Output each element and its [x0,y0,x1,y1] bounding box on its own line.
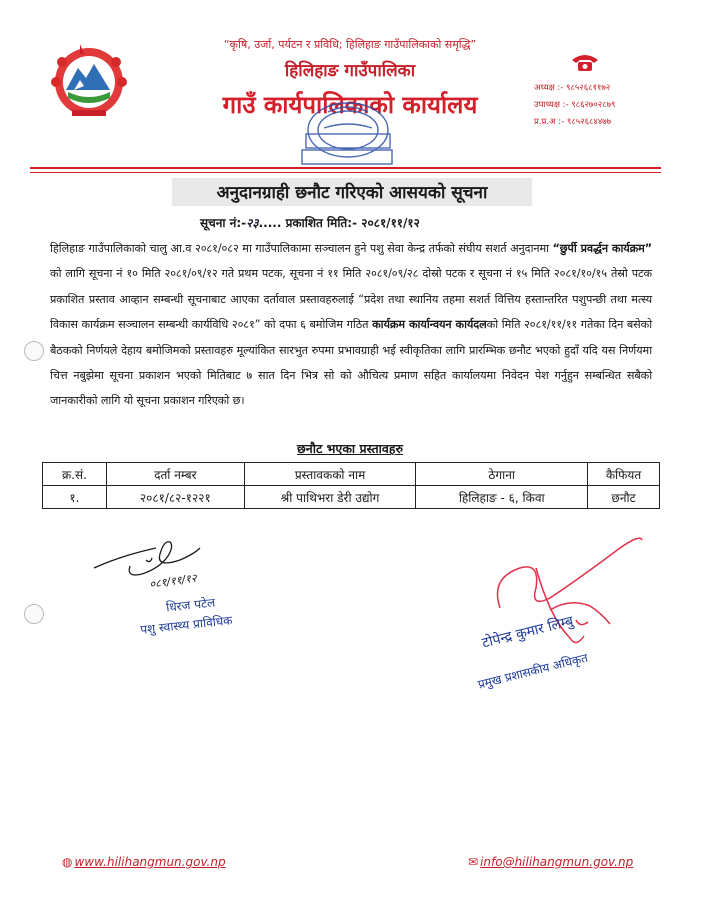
body-part: को मिति २०८१/११/११ गतेका दिन बसेको बैठकको निर्णयले देहाय बमोजिमको प्रस्तावहरु मूल्यांकित सारभुत रुपमा प्रभावग्राही भई स्वीकृतिका लागि प्रारम्भिक छनौट भएको हुदाँ यदि यस निर्णयमा चित्त नबुझेमा सूचना प्रकाशन भएको मितिबाट ७ सात दिन भित्र सो को औचित्य प्रमाण सहित कार्यालयमा निवेदन पेश गर्नुहुन सम्बन्धित सबैको जानकारीको लागि यो सूचना प्रकाशन गरिएको छ। [50,318,653,408]
header-divider-thin [30,172,661,173]
cell-proposer-name: श्री पाथिभरा डेरी उद्योग [244,486,416,509]
body-part: को लागि सूचना नं १० मिति २०८१/०९/१२ गते प्रथम पटक, सूचना नं ११ मिति २०८१/०९/२८ दोस्रो पटक र सूचना नं १५ मिति २०८१/१०/१५ तेस्रो पटक प्रकाशित प्रस्ताव आव्हान सम्बन्धी सूचनाबाट आएका दर्तावाल प्रस्तावहरुलाई “प्रदेश तथा स्थानिय तहमा सशर्त वित्तिय हस्तान्तरित पशुपन्छी तथा मत्स्य विकास कार्यक्रम सञ्चालन सम्बन्धी कार्यविधि २०८१” को दफा ६ बमोजिम गठित [50,267,652,332]
col-registration-number: दर्ता नम्बर [106,463,244,486]
footer-website-text: www.hilihangmun.gov.np [74,855,226,869]
body-part-bold: “छुर्पी प्रवर्द्धन कार्यक्रम” [552,242,652,255]
notice-title: अनुदानग्राही छनौट गरिएको आसयको सूचना [216,183,488,203]
contact-cao: प्र.प्र.अ :- ९८५२६८४४७७ [534,117,612,127]
col-proposer-name: प्रस्तावककाे नाम [244,463,416,486]
selected-proposals-table [42,462,660,509]
contact-list [534,80,615,131]
office-name: हिलिहाङ गाउँपालिका [284,61,416,81]
body-part: हिलिहाङ गाउँपालिकाको चालु आ.व २०८१/०८२ मा गाउँपालिकामा सञ्चालन हुने पशु सेवा केन्द्र तर्फको संघीय सशर्त अनुदानमा [50,242,553,255]
cell-address: हिलिहाङ - ६, किवा [416,486,588,509]
header-divider [30,167,661,169]
table-header-row [43,463,660,486]
col-serial: क्र.सं. [43,463,107,486]
nepal-emblem-icon [44,40,134,120]
cell-remarks: छनौट [588,486,660,509]
notice-body [50,236,652,414]
notice-date: प्रकाशित मिति:- २०८१/११/१२ [285,216,420,230]
signatory-right-name: टोपेन्द्र कुमार लिम्बु [480,613,576,652]
office-stamp [288,100,408,172]
notice-meta [200,214,420,231]
telephone-icon [570,52,600,72]
cell-serial: १. [43,486,107,509]
slogan: “कृषि, उर्जा, पर्यटन र प्रविधि; हिलिहाङ गाउँपालिकाको समृद्धि” [223,38,477,51]
signature-left-date: ०८१/११/१२ [148,571,198,591]
envelope-icon: ✉ [468,855,479,869]
office-title: गाउँ कार्यपालिकाको कार्यालय [222,91,478,119]
punch-hole [24,604,44,624]
cell-registration-number: २०८१/८२-१२२१ [106,486,244,509]
table-row [43,486,660,509]
table-heading: छनौट भएका प्रस्तावहरु [297,441,403,456]
signature-left [90,538,230,602]
signatory-left-name: धिरज पटेल [165,595,216,615]
footer-email-text: info@hilihangmun.gov.np [480,855,634,869]
col-remarks: कैफियत [588,463,660,486]
col-address: ठेगाना [416,463,588,486]
notice-number-dots: ..... [258,216,282,230]
signatory-left-role: पशु स्वास्थ्य प्राविधिक [139,613,234,637]
contact-vice-chairperson: उपाध्यक्ष :- ९८६२७०२८७९ [534,100,616,110]
footer-email[interactable] [468,855,633,869]
punch-hole [24,341,44,361]
globe-icon: ◍ [62,855,73,869]
notice-number-label: सूचना नं:- [200,216,247,230]
contact-chairperson: अध्यक्ष :- ९८५२६८११७२ [534,83,611,93]
signatory-right-role: प्रमुख प्रशासकीय अधिकृत [476,650,590,692]
footer-website[interactable] [62,855,226,869]
body-part-bold: कार्यक्रम कार्यान्वयन कार्यदल [372,318,487,332]
notice-number-value: २३ [246,216,259,230]
